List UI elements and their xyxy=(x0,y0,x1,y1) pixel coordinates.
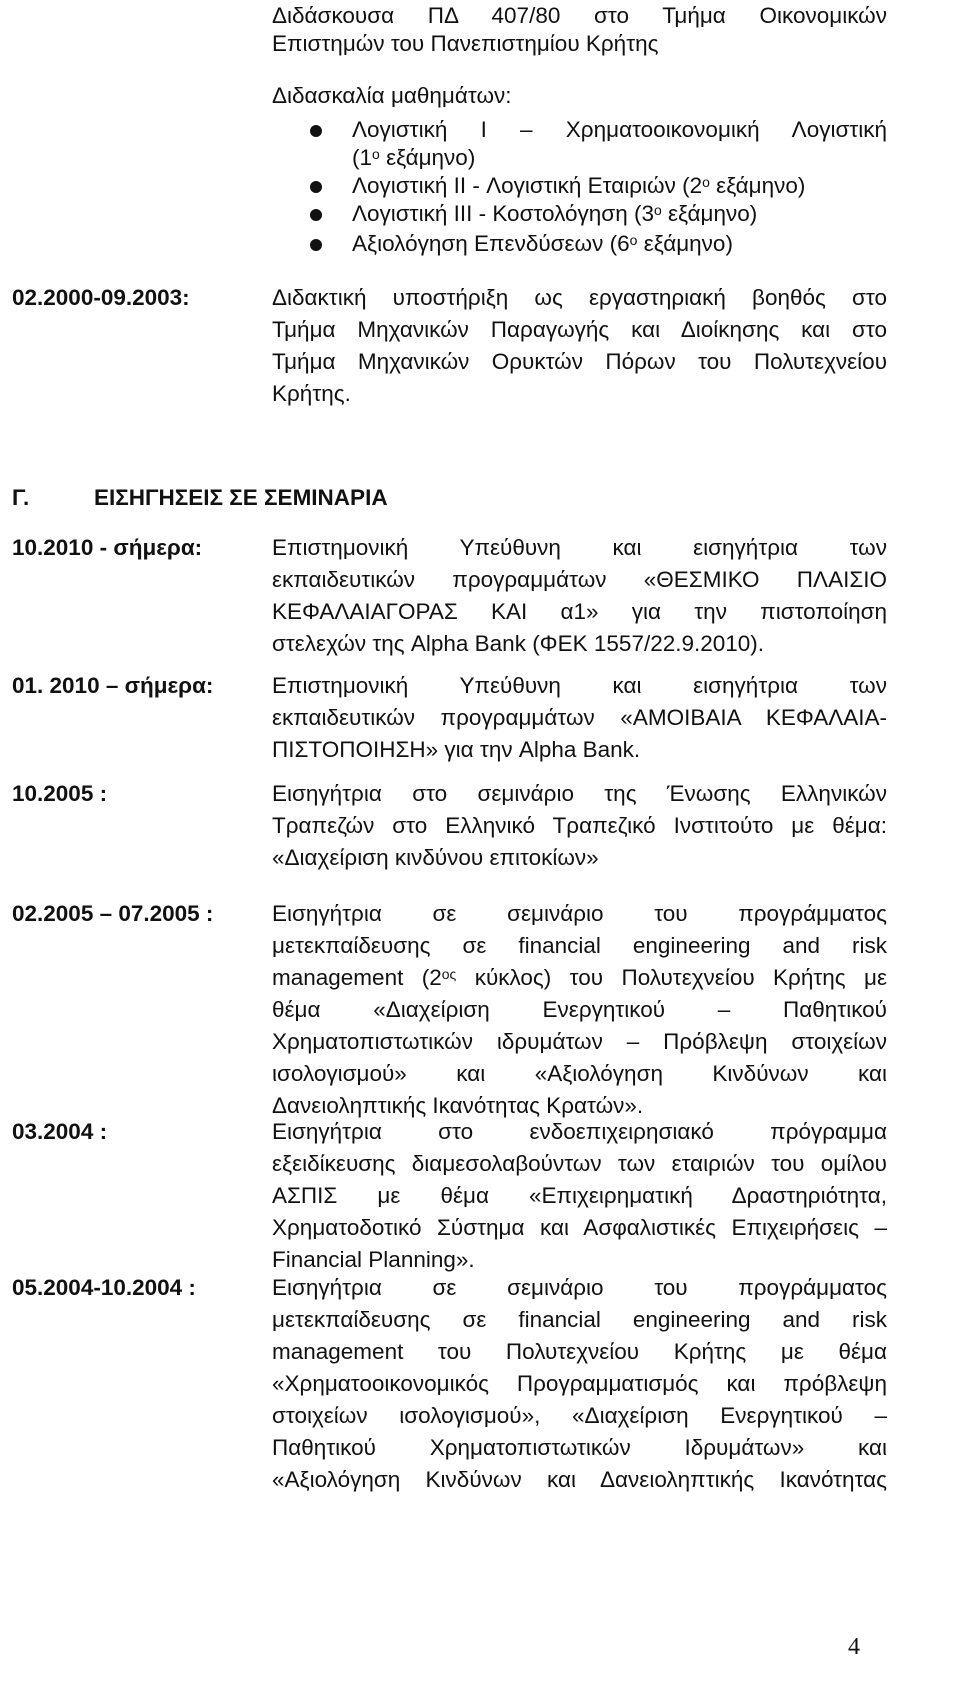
bullet-icon xyxy=(310,125,322,137)
entry-date: 05.2004-10.2004 : xyxy=(12,1275,196,1300)
entry-description: Εισηγήτρια σε σεμινάριο του προγράμματος μετεκπαίδευσης σε financial engineering and risk management ($2^{o\varsigma}$ κύκλος) του Πολυτεχνείου Κρήτης με θέμα «Διαχείριση Ενεργητικού – Παθητικού Χρηματοπιστωτικών ιδρυμάτων – Πρόβλεψη στοιχείων ισολογισμού» και «Αξιολόγηση Κινδύνων και Δανειοληπτικής Ικανότητας Κρατών». xyxy=(272,901,887,1118)
entry-description: Εισηγήτρια στο ενδοεπιχειρησιακό πρόγραμμα εξειδίκευσης διαμεσολαβούντων των εταιριών του ομίλου ΑΣΠΙΣ με θέμα «Επιχειρηματική Δραστηριότητα, Χρηματοδοτικό Σύστημα και Ασφαλιστικές Επιχειρήσεις – Financial Planning». xyxy=(272,1119,887,1272)
page-number: 4 xyxy=(848,1634,860,1660)
entry-description: Εισηγήτρια στο σεμινάριο της Ένωσης Ελληνικών Τραπεζών στο Ελληνικό Τραπεζικό Ινστιτούτο με θέμα: «Διαχείριση κινδύνου επιτοκίων» xyxy=(272,781,887,870)
section-number: Γ. xyxy=(12,485,30,510)
entry-description: Επιστημονική Υπεύθυνη και εισηγήτρια των εκπαιδευτικών προγραμμάτων «ΘΕΣΜΙΚΟ ΠΛΑΙΣΙΟ ΚΕΦΑΛΑΙΑΓΟΡΑΣ ΚΑΙ α1» για την πιστοποίηση στελεχών της Alpha Bank (ΦΕΚ 1557/22.9.2010). xyxy=(272,535,887,656)
bullet-icon xyxy=(310,181,322,193)
entry-description: Διδακτική υποστήριξη ως εργαστηριακή βοηθός στο Τμήμα Μηχανικών Παραγωγής και Διοίκησης και στο Τμήμα Μηχανικών Ορυκτών Πόρων του Πολυτεχνείου Κρήτης. xyxy=(272,285,887,406)
entry-date: 03.2004 : xyxy=(12,1119,108,1144)
entry-description: Εισηγήτρια σε σεμινάριο του προγράμματος μετεκπαίδευσης σε financial engineering and risk management του Πολυτεχνείου Κρήτης με θέμα «Χρηματοοικονομικός Προγραμματισμός και πρόβλεψη στοιχείων ισολογισμού», «Διαχείριση Ενεργητικού – Παθητικού Χρηματοπιστωτικών Ιδρυμάτων» και «Αξιολόγηση Κινδύνων και Δανειοληπτικής Ικανότητας xyxy=(272,1275,887,1492)
bullet-icon xyxy=(310,239,322,251)
entry-date: 10.2010 - σήμερα: xyxy=(12,535,203,560)
intro-line-2: Επιστημών του Πανεπιστημίου Κρήτης xyxy=(272,31,659,56)
teaching-item-line: Λογιστική I – Χρηματοοικονομική Λογιστική xyxy=(352,117,887,142)
teaching-heading: Διδασκαλία μαθημάτων: xyxy=(272,83,512,108)
section-title: ΕΙΣΗΓΗΣΕΙΣ ΣΕ ΣΕΜΙΝΑΡΙΑ xyxy=(94,485,388,510)
entry-date: 01. 2010 – σήμερα: xyxy=(12,673,214,698)
section-heading xyxy=(12,482,388,514)
entry-date: 02.2000-09.2003: xyxy=(12,285,190,310)
entry-date: 02.2005 – 07.2005 : xyxy=(12,901,214,926)
entry-date: 10.2005 : xyxy=(12,781,108,806)
intro-line-1: Διδάσκουσα ΠΔ 407/80 στο Τμήμα Οικονομικών xyxy=(272,3,887,28)
document-page: Διδάσκουσα ΠΔ 407/80 στο Τμήμα Οικονομικών Επιστημών του Πανεπιστημίου Κρήτης Διδασκαλία μαθημάτων: Λογιστική I – Χρηματοοικονομική Λογιστική ($1^o$ εξάμηνο) Λογιστική II - Λογιστική Εταιριών ($2^o$ εξάμηνο) Λογιστική III - Κοστολόγηση ($3^o$ εξάμηνο) Αξιολόγηση Επενδύσεων ($6^o$ εξάμηνο) 02.2000-09.2003: Διδακτική υποστήριξη ως εργαστηριακή βοηθός στο Τμήμα Μηχανικών Παραγωγής και Διοίκησης και στο Τμήμα Μηχανικών Ορυκτών Πόρων του Πολυτεχνείου Κρήτης. Γ. ΕΙΣΗΓΗΣΕΙΣ ΣΕ ΣΕΜΙΝΑΡΙΑ 10.2010 - σήμερα: Επιστημονική Υπεύθυνη και εισηγήτρια των εκπαιδευτικών προγραμμάτων «ΘΕΣΜΙΚΟ ΠΛΑΙΣΙΟ ΚΕΦΑΛΑΙΑΓΟΡΑΣ ΚΑΙ α1» για την πιστοποίηση στελεχών της Alpha Bank (ΦΕΚ 1557/22.9.2010). 01. 2010 – σήμερα: Επιστημονική Υπεύθυνη και εισηγήτρια των εκπαιδευτικών προγραμμάτων «ΑΜΟΙΒΑΙΑ ΚΕΦΑΛΑΙΑ- ΠΙΣΤΟΠΟΙΗΣΗ» για την Alpha Bank. 10.2005 : Εισηγήτρια στο σεμινάριο της Ένωσης Ελληνικών Τραπεζών στο Ελληνικό Τραπεζικό Ινστιτούτο με θέμα: «Διαχείριση κινδύνου επιτοκίων» 02.2005 – 07.2005 : Εισηγήτρια σε σεμινάριο του προγράμματος μετεκπαίδευσης σε financial engineering and risk management ($2^{o\varsigma}$ κύκλος) του Πολυτεχνείου Κρήτης με θέμα «Διαχείριση Ενεργητικού – Παθητικού Χρηματοπιστωτικών ιδρυμάτων – Πρόβλεψη στοιχείων ισολογισμού» και «Αξιολόγηση Κινδύνων και Δανειοληπτικής Ικανότητας Κρατών». 03.2004 : Εισηγήτρια στο ενδοεπιχειρησιακό πρόγραμμα εξειδίκευσης διαμεσολαβούντων των εταιριών του ομίλου ΑΣΠΙΣ με θέμα «Επιχειρηματική Δραστηριότητα, Χρηματοδοτικό Σύστημα και Ασφαλιστικές Επιχειρήσεις – Financial Planning». 05.2004-10.2004 : Εισηγήτρια σε σεμινάριο του προγράμματος μετεκπαίδευσης σε financial engineering and risk management του Πολυτεχνείου Κρήτης με θέμα «Χρηματοοικονομικός Προγραμματισμός και πρόβλεψη στοιχείων ισολογισμού», «Διαχείριση Ενεργητικού – Παθητικού Χρηματοπιστωτικών Ιδρυμάτων» και «Αξιολόγηση Κινδύνων και Δανειοληπτικής Ικανότητας 4 xyxy=(0,0,960,1686)
bullet-icon xyxy=(310,209,322,221)
entry-description: Επιστημονική Υπεύθυνη και εισηγήτρια των εκπαιδευτικών προγραμμάτων «ΑΜΟΙΒΑΙΑ ΚΕΦΑΛΑΙΑ- ΠΙΣΤΟΠΟΙΗΣΗ» για την Alpha Bank. xyxy=(272,673,887,762)
